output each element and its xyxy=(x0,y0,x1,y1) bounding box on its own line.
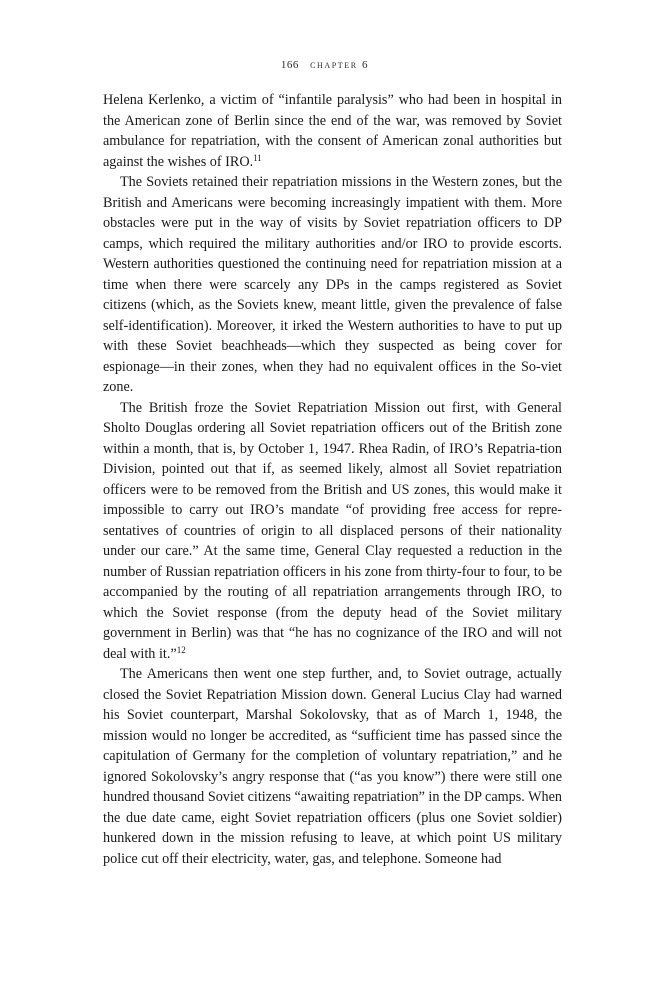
paragraph-text: The British froze the Soviet Repatriation Mission out first, with General Sholto Douglas ordering all Soviet repatriation officers out of the British zone within a month, that is, by October 1, 1947. Rhea Radin, of IRO’s Repatria-tion Division, pointed out that if, as seemed likely, almost all Soviet repatriation officers were to be removed from the British and US zones, this would make it impossible to carry out IRO’s mandate “of providing free access for repre-sentatives of countries of origin to all displaced persons of their nationality under our care.” At the same time, General Clay requested a reduction in the number of Russian repatriation officers in his zone from thirty-four to four, to be accompanied by the routing of all repatriation arrangements through IRO, to which the Soviet response (from the deputy head of the Soviet military government in Berlin) was that “he has no cognizance of the IRO and will not deal with it.” xyxy=(103,399,562,662)
paragraph-3 xyxy=(103,398,562,665)
running-head xyxy=(0,59,650,71)
body-text xyxy=(103,90,562,869)
page-number: 166 xyxy=(280,59,299,71)
paragraph-text: The Soviets retained their repatriation missions in the Western zones, but the British and Americans were becoming increasingly impatient with them. More obstacles were put in the way of visits by Soviet repatriation officers to DP camps, which required the military authorities and/or IRO to provide escorts. Western authorities questioned the continuing need for repatriation mission at a time when there were scarcely any DPs in the camps registered as Soviet citizens (which, as the Soviets knew, meant little, given the prevalence of false self-identification). Moreover, it irked the Western authorities to have to put up with these Soviet beachheads—which they suspected as being cover for espionage—in their zones, when they had no equivalent offices in the So-viet zone. xyxy=(103,174,562,395)
paragraph-text: The Americans then went one step further, and, to Soviet outrage, actually closed the Soviet Repatriation Mission down. General Lucius Clay had warned his Soviet counterpart, Marshal Sokolovsky, that as of March 1, 1948, the mission would no longer be accredited, as “sufficient time has passed since the capitulation of Germany for the completion of voluntary repatriation,” and he ignored Sokolovsky’s angry response that (“as you know”) there were still one hundred thousand Soviet citizens “awaiting repatriation” in the DP camps. When the due date came, eight Soviet repatriation officers (plus one Soviet soldier) hunkered down in the mission refusing to leave, at which point US military police cut off their electricity, water, gas, and telephone. Someone had xyxy=(103,666,563,867)
footnote-marker: 12 xyxy=(176,644,186,655)
chapter-label: chapter 6 xyxy=(310,59,370,71)
footnote-marker: 11 xyxy=(253,152,262,163)
paragraph-1 xyxy=(103,90,562,172)
paragraph-2 xyxy=(103,172,562,398)
paragraph-4 xyxy=(103,664,562,869)
paragraph-text: Helena Kerlenko, a victim of “infantile paralysis” who had been in hospital in the American zone of Berlin since the end of the war, was removed by Soviet ambulance for repatriation, with the consent of American zonal authorities but against the wishes of IRO. xyxy=(103,92,562,170)
